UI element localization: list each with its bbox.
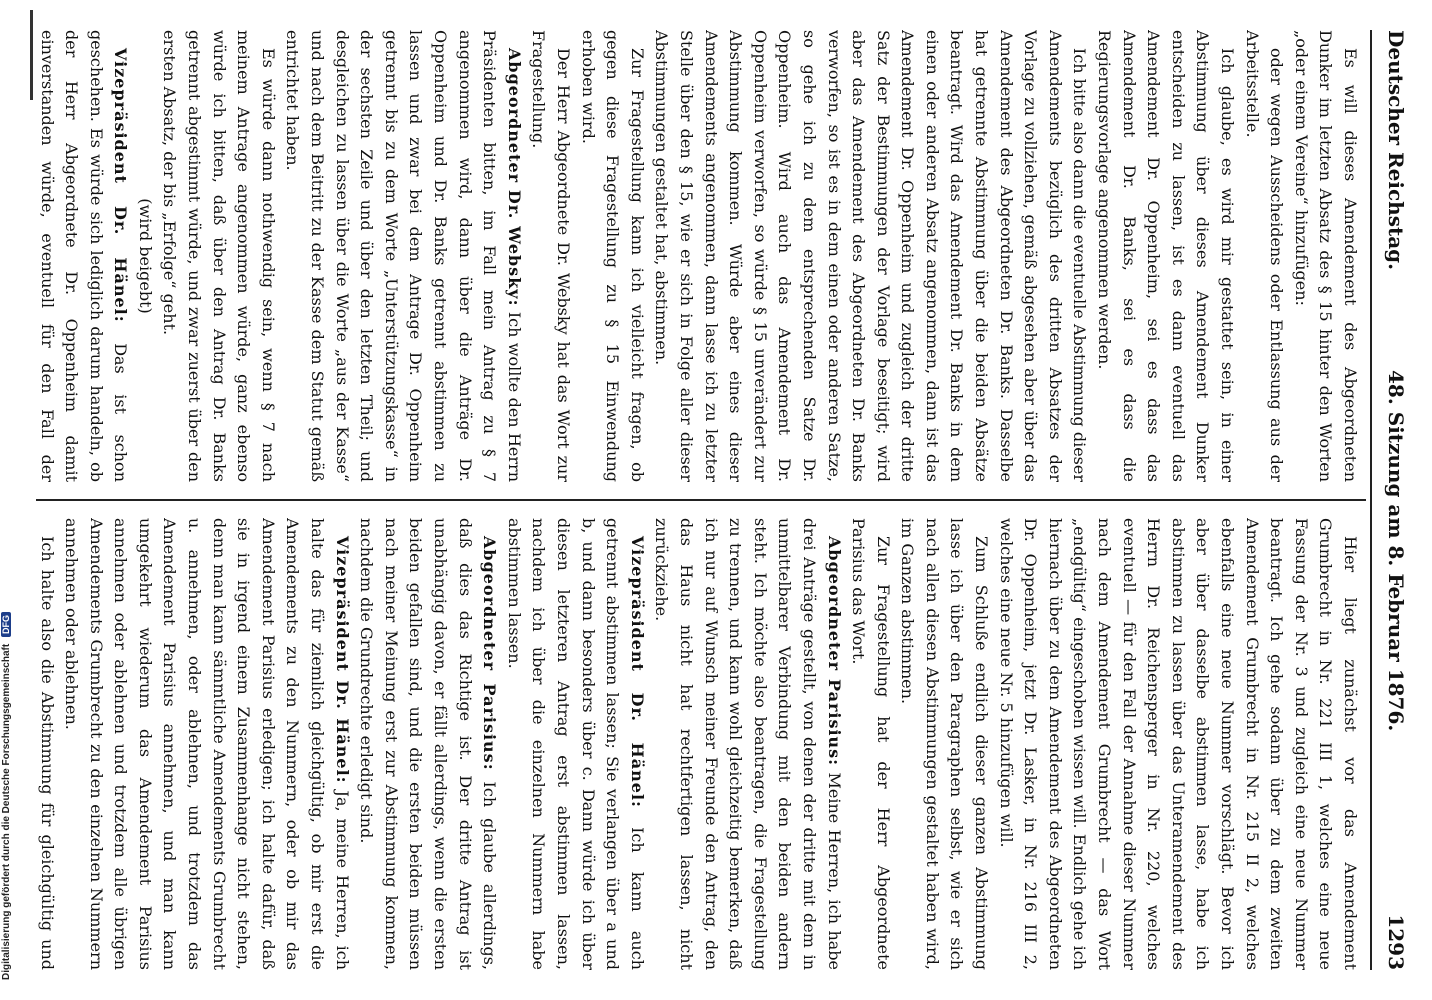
- paragraph-text: Ich halte also die Abstimmung für gleichgültig und: [37, 536, 57, 970]
- paragraph-text: Das ist schon geschehen. Es würde sich lediglich darum handeln, ob der Herr Abgeordnete Dr. Oppenheim damit einverstanden würde, eventuell für den Fall der: [37, 30, 131, 482]
- paragraph-text: Zur Fragestellung hat der Herr Abgeordnete Parisius das Wort.: [849, 518, 893, 970]
- paragraph-text: Zum Schluße endlich dieser ganzen Abstimmung lasse ich über den Paragraphen selbst, wie er sich nach allen diesen Abstimmungen gestaltet haben wird, im Ganzen abstimmen.: [898, 518, 992, 970]
- paragraph-text: Ich wollte den Herrn Präsidenten bitten, im Fall mein Antrag zu § 7 angenommen wird, dann über die Anträge Dr. Oppenheim und Dr. Banks getrennt abstimmen zu lassen und zwar bei dem Antrage Dr. Oppenheim getrennt bis zu dem Worte „Unterstützungskasse“ in der sechsten Zeile und über den letzten Theil; und desgleichen zu lassen über die Worte „aus der Kasse“ und nach dem Beitritt zu der Kasse dem Statut gemäß entrichtet haben.: [283, 30, 524, 482]
- paragraph: [895, 518, 993, 970]
- paragraph: [575, 30, 649, 482]
- paragraph: [1288, 30, 1362, 482]
- paragraph: [59, 518, 354, 970]
- paragraph: [354, 518, 502, 970]
- paragraph-text: Ich kann auch getrennt abstimmen lassen; Sie verlangen über a und b, und dann besonders über c. Dann würde ich über diesen letzteren Antrag erst abstimmen lassen, nachdem ich über die einzelnen Nummern habe abstimmen lassen.: [504, 518, 647, 970]
- paragraph: [1091, 30, 1239, 482]
- paragraph: [32, 518, 59, 970]
- speaker-name: Vizepräsident Dr. Hänel:: [332, 536, 352, 784]
- paragraph: [280, 30, 526, 482]
- paragraph: [993, 518, 1362, 970]
- paragraph: [32, 30, 132, 482]
- paragraph-text: Zur Fragestellung kann ich vielleicht fragen, ob gegen diese Fragestellung zu § 15 Einwendung erhoben wird.: [578, 30, 647, 482]
- paragraph-text: Ich glaube, es wird mir gestattet sein, in einer Abstimmung über dieses Amendement Dunker entscheiden zu lassen, ist es dann eventuell das Amendement Dr. Oppenheim, sei es dass das Amendement Dr. Banks, sei es dass die Regierungsvorlage angenommen werden.: [1095, 30, 1238, 482]
- paragraph-text: Hier liegt zunächst vor das Amendement Grumbrecht in Nr. 221 III 1, welches eine neue Fassung der Nr. 3 und zugleich eine neue Nummer beantragt. Ich gehe sodann über zu dem zweiten Amendement Grumbrecht in Nr. 215 II 2, welches ebenfalls eine neue Nummer vorschlägt. Bevor ich aber über dasselbe abstimmen lasse, habe ich abstimmen zu lassen über das Unteramendement des Herrn Dr. Reichensperger in Nr. 220, welches eventuell — für den Fall der Annahme dieser Nummer nach dem Amendement Grumbrecht — das Wort „endgültig“ eingeschoben wissen will. Endlich gehe ich hiernach über zu dem Amendement des Abgeordneten Dr. Oppenheim, jetzt Dr. Lasker, in Nr. 216 III 2, welches eine neue Nr. 5 hinzufügen will.: [996, 518, 1360, 970]
- paragraph: [649, 518, 846, 970]
- right-column: [32, 518, 1362, 970]
- paragraph-text: Der Herr Abgeordnete Dr. Websky hat das Wort zur Fragestellung.: [529, 30, 573, 482]
- digitization-credit: Digitalisierung gefördert durch die Deutsche Forschungsgemeinschaft: [1, 643, 12, 980]
- paragraph-text: Es will dieses Amendement des Abgeordneten Dunker im letzten Absatz des § 15 hinter den Worten „oder einem Vereine“ hinzufügen:: [1291, 30, 1360, 482]
- paragraph-text: Ich bitte also dann die eventuelle Abstimmung dieser Amendements bezüglich des dritten Absatzes der Vorlage zu vollziehen, gemäß abgesehen aber über das Amendement des Abgeordneten Dr. Banks. Dasselbe hat getrennte Abstimmung über die beiden Absätze beantragt. Wird das Amendement Dr. Banks in dem einen oder anderen Absatz angenommen, dann ist das Amendement Dr. Oppenheim und zugleich der dritte Satz der Bestimmungen der Vorlage beseitigt; wird aber das Amendement des Abgeordneten Dr. Banks verworfen, so ist es in dem einen oder anderen Satze, so gehe ich zu dem entsprechenden Satze Dr. Oppenheim. Wird auch das Amendement Dr. Oppenheim verworfen, so würde § 15 unverändert zur Abstimmung kommen. Würde aber eines dieser Amendements angenommen, dann lasse ich zu letzter Stelle über den § 15, wie er sich in Folge aller dieser Abstimmungen gestaltet hat, abstimmen.: [652, 30, 1090, 482]
- paragraph-text: Meine Herren, ich habe drei Anträge gestellt, von denen der dritte mit dem in unmittelbarer Verbindung mit den beiden andern steht. Ich möchte also beantragen, die Fragestellung zu trennen, und kann wohl gleichzeitig bemerken, daß ich nur auf Wunsch meiner Freunde den Antrag, den das Haus nicht hat rechtfertigen lassen, nicht zurückziehe.: [652, 518, 844, 970]
- speaker-name: Abgeordneter Dr. Websky:: [504, 48, 524, 307]
- left-column: [32, 30, 1362, 482]
- header-publication: Deutscher Reichstag.: [1384, 30, 1408, 271]
- paragraph-text: oder wegen Ausscheidens oder Entlassung aus der Arbeitsstelle.: [1242, 30, 1287, 482]
- header-session: 48. Sitzung am 8. Februar 1876.: [1384, 370, 1408, 732]
- paragraph: [846, 518, 895, 970]
- paragraph-text: Es würde dann nothwendig sein, wenn § 7 nach meinem Antrage angenommen würde, ganz ebenso würde ich bitten, daß über den Antrag Dr. Banks getrennt abgestimmt würde, und zwar zuerst über den ersten Absatz, der bis „Erfolge“ geht.: [160, 30, 278, 482]
- header-rule: [1370, 30, 1372, 970]
- paragraph: [649, 30, 1092, 482]
- speaker-name: Vizepräsident Dr. Hänel:: [111, 48, 131, 323]
- paragraph: [1239, 30, 1288, 482]
- speaker-name: Abgeordneter Parisius:: [824, 536, 844, 767]
- speaker-name: Vizepräsident Dr. Hänel:: [627, 536, 647, 808]
- paragraph: [501, 518, 649, 970]
- paragraph: [526, 30, 575, 482]
- paragraph-text: Ich glaube allerdings, daß dies das Richtige ist. Der dritte Antrag ist unabhängig davon, er fällt allerdings, wenn die ersten beiden gefallen sind, und die ersten beiden müssen nach meiner Meinung erst zur Abstimmung kommen, nachdem die Grundrechte erledigt sind.: [357, 518, 500, 970]
- header-page-number: 1293: [1384, 914, 1408, 970]
- page-header: [1374, 30, 1414, 970]
- paragraph-text: (wird beigebt): [135, 198, 155, 314]
- column-divider: [36, 499, 1366, 501]
- dfg-logo: DFG: [1, 612, 11, 637]
- paragraph-text: Ja, meine Herren, ich halte das für ziemlich gleichgültig, ob mir erst die Amendements zu den Nummern, oder ob mir das Amendement Parisius erledigen; ich halte dafür, daß sie in irgend einem Zusammenhange nicht stehen, denn man kann sämmtliche Amendements Grumbrecht u. annehmen, oder ablehnen, und trotzdem das Amendement Parisius annehmen, und man kann umgekehrt wiederum das Amendement Parisius annehmen oder ablehnen und trotzdem alle übrigen Amendements Grumbrecht zu den einzelnen Nummern annehmen oder ablehnen.: [62, 518, 352, 970]
- paragraph: [157, 30, 280, 482]
- speaker-name: Abgeordneter Parisius:: [480, 536, 500, 771]
- paragraph: [132, 30, 157, 482]
